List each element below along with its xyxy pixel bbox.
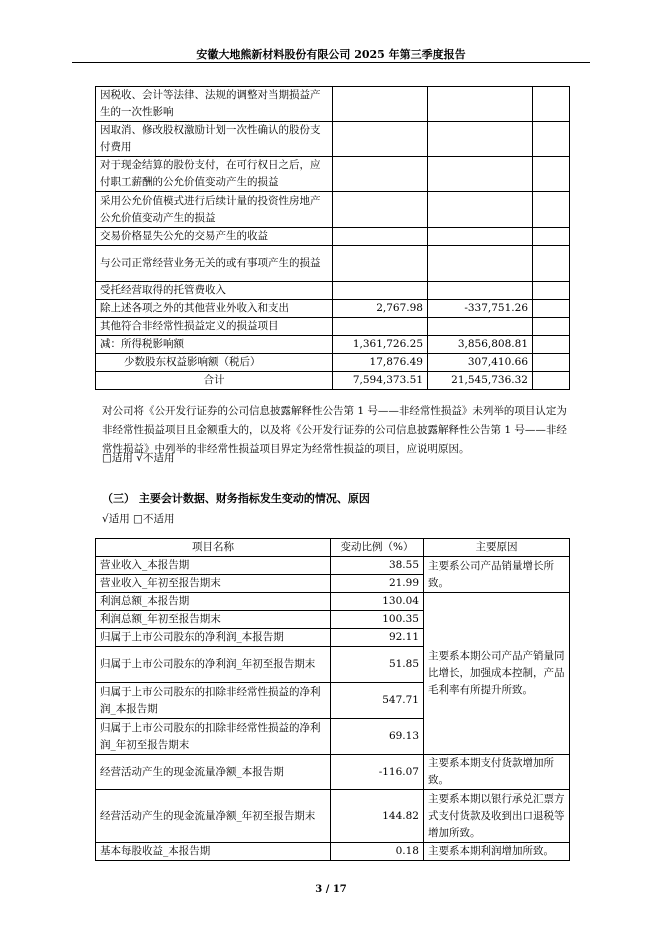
ratio-cell: 144.82: [331, 790, 424, 843]
item-cell: 与公司正常经营业务无关的或有事项产生的损益: [96, 246, 333, 282]
item-cell: 归属于上市公司股东的扣除非经常性损益的净利润_年初至报告期末: [96, 719, 331, 755]
item-cell: 因税收、会计等法律、法规的调整对当期损益产生的一次性影响: [96, 87, 333, 122]
applicability-option: □适用 √不适用: [102, 452, 175, 464]
table-row: [96, 790, 570, 843]
financial-change-table: [95, 538, 570, 861]
value-cell: [333, 282, 428, 300]
table-row: [96, 228, 570, 246]
note-cell: [533, 336, 570, 354]
value-cell: [333, 157, 428, 192]
table-row: [96, 246, 570, 282]
value-cell: [428, 228, 533, 246]
value-cell: 7,594,373.51: [333, 372, 428, 390]
value-cell: 307,410.66: [428, 354, 533, 372]
value-cell: [333, 246, 428, 282]
page-number: 3 / 17: [315, 884, 347, 895]
item-cell: 采用公允价值模式进行后续计量的投资性房地产公允价值变动产生的损益: [96, 192, 333, 228]
page-header: 安徽大地熊新材料股份有限公司 2025 年第三季度报告: [196, 48, 466, 61]
ratio-cell: 21.99: [331, 575, 424, 593]
value-cell: [333, 87, 428, 122]
table-row: [96, 192, 570, 228]
ratio-cell: 0.18: [331, 843, 424, 861]
item-cell: 营业收入_年初至报告期末: [96, 575, 331, 593]
value-cell: [333, 228, 428, 246]
item-cell: 利润总额_年初至报告期末: [96, 611, 331, 629]
header-rule: [72, 62, 590, 63]
reason-cell: 主要系本期以银行承兑汇票方式支付货款及收到出口退税等增加所致。: [424, 790, 570, 843]
section-title: （三） 主要会计数据、财务指标发生变动的情况、原因: [102, 492, 370, 505]
header-item-name: 项目名称: [96, 539, 331, 557]
table-row: [96, 87, 570, 122]
item-cell: 归属于上市公司股东的净利润_本报告期: [96, 629, 331, 647]
ratio-cell: 51.85: [331, 647, 424, 683]
item-cell: 归属于上市公司股东的净利润_年初至报告期末: [96, 647, 331, 683]
ratio-cell: 92.11: [331, 629, 424, 647]
note-cell: [533, 246, 570, 282]
table-row: [96, 157, 570, 192]
item-cell: 对于现金结算的股份支付，在可行权日之后，应付职工薪酬的公允价值变动产生的损益: [96, 157, 333, 192]
value-cell: [428, 282, 533, 300]
item-cell: 因取消、修改股权激励计划一次性确认的股份支付费用: [96, 122, 333, 157]
item-cell: 减：所得税影响额: [96, 336, 333, 354]
value-cell: 3,856,808.81: [428, 336, 533, 354]
item-cell: 除上述各项之外的其他营业外收入和支出: [96, 300, 333, 318]
header-main-reason: 主要原因: [424, 539, 570, 557]
ratio-cell: 547.71: [331, 683, 424, 719]
value-cell: [333, 192, 428, 228]
value-cell: 17,876.49: [333, 354, 428, 372]
value-cell: [428, 157, 533, 192]
value-cell: -337,751.26: [428, 300, 533, 318]
value-cell: 2,767.98: [333, 300, 428, 318]
note-cell: [533, 318, 570, 336]
table-row: [96, 282, 570, 300]
table-row: [96, 354, 570, 372]
item-cell: 受托经营取得的托管费收入: [96, 282, 333, 300]
table-row: [96, 318, 570, 336]
reason-cell: 主要系公司产品销量增长所致。: [424, 557, 570, 593]
value-cell: 1,361,726.25: [333, 336, 428, 354]
table-row: [96, 557, 570, 575]
value-cell: [333, 122, 428, 157]
ratio-cell: 69.13: [331, 719, 424, 755]
item-cell: 营业收入_本报告期: [96, 557, 331, 575]
item-cell: 交易价格显失公允的交易产生的收益: [96, 228, 333, 246]
table-row: [96, 336, 570, 354]
note-cell: [533, 372, 570, 390]
reason-cell: 主要系本期公司产品产销量同比增长，加强成本控制，产品毛利率有所提升所致。: [424, 593, 570, 755]
note-cell: [533, 87, 570, 122]
table-row-total: [96, 372, 570, 390]
disclosure-note: 对公司将《公开发行证券的公司信息披露解释性公告第 1 号——非经常性损益》未列举的项目认定为非经常性损益项目且金额重大的，以及将《公开发行证券的公司信息披露解释性公告第 1 号——非经常性损益》中列举的非经常性损益项目界定为经常性损益的项目，应说明原因。: [102, 405, 567, 455]
item-cell: 利润总额_本报告期: [96, 593, 331, 611]
item-cell: 少数股东权益影响额（税后）: [96, 354, 333, 372]
note-cell: [533, 122, 570, 157]
item-cell: 经营活动产生的现金流量净额_年初至报告期末: [96, 790, 331, 843]
value-cell: [428, 318, 533, 336]
item-cell: 其他符合非经常性损益定义的损益项目: [96, 318, 333, 336]
note-cell: [533, 157, 570, 192]
ratio-cell: 38.55: [331, 557, 424, 575]
note-cell: [533, 192, 570, 228]
ratio-cell: -116.07: [331, 755, 424, 790]
header-change-ratio: 变动比例（%）: [331, 539, 424, 557]
note-cell: [533, 228, 570, 246]
value-cell: [428, 122, 533, 157]
section-applicability-option: √适用 □不适用: [102, 513, 175, 525]
table-row: [96, 122, 570, 157]
table-row: [96, 843, 570, 861]
header-row: [96, 539, 570, 557]
non-recurring-items-table: [95, 86, 570, 390]
note-cell: [533, 300, 570, 318]
note-cell: [533, 354, 570, 372]
total-label-cell: 合计: [96, 372, 333, 390]
reason-cell: 主要系本期支付货款增加所致。: [424, 755, 570, 790]
value-cell: [428, 87, 533, 122]
table-row: [96, 755, 570, 790]
item-cell: 基本每股收益_本报告期: [96, 843, 331, 861]
note-cell: [533, 282, 570, 300]
item-cell: 经营活动产生的现金流量净额_本报告期: [96, 755, 331, 790]
table-row: [96, 300, 570, 318]
reason-cell: 主要系本期利润增加所致。: [424, 843, 570, 861]
ratio-cell: 130.04: [331, 593, 424, 611]
value-cell: 21,545,736.32: [428, 372, 533, 390]
table-row: [96, 593, 570, 611]
value-cell: [333, 318, 428, 336]
item-cell: 归属于上市公司股东的扣除非经常性损益的净利润_本报告期: [96, 683, 331, 719]
ratio-cell: 100.35: [331, 611, 424, 629]
value-cell: [428, 192, 533, 228]
value-cell: [428, 246, 533, 282]
